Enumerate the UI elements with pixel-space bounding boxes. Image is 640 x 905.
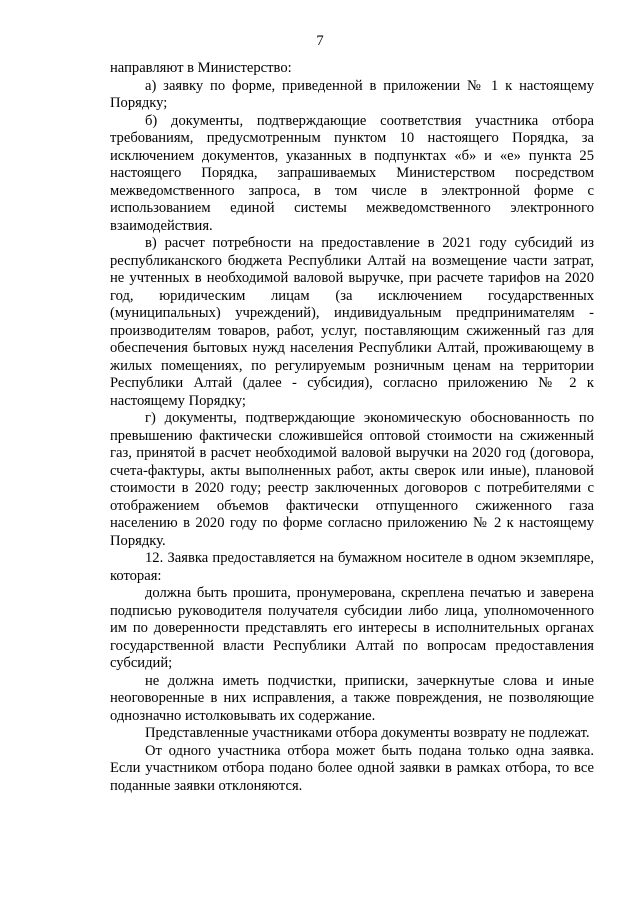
paragraph: От одного участника отбора может быть подана только одна заявка. Если участником отбора подано более одной заявки в рамках отбора, то все поданные заявки отклоняются. [110, 742, 594, 794]
paragraph: б) документы, подтверждающие соответствия участника отбора требованиям, предусмотренным пунктом 10 настоящего Порядка, за исключением документов, указанных в подпунктах «б» и «е» пункта 25 настоящего Порядка, запрашиваемых Министерством посредством межведомственного запроса, в том числе в электронной форме с использованием единой системы межведомственного электронного взаимодействия. [110, 112, 594, 234]
paragraph: а) заявку по форме, приведенной в приложении № 1 к настоящему Порядку; [110, 77, 594, 111]
paragraph: 12. Заявка предоставляется на бумажном носителе в одном экземпляре, которая: [110, 550, 594, 584]
paragraph: не должна иметь подчистки, приписки, зачеркнутые слова и иные неоговоренные в них исправления, а также повреждения, не позволяющие однозначно истолковывать их содержание. [110, 672, 594, 724]
paragraph: должна быть прошита, пронумерована, скреплена печатью и заверена подписью руководителя получателя субсидии либо лица, уполномоченного им по доверенности представлять его интересы в исполнительных органах государственной власти Республики Алтай по вопросам предоставления субсидий; [110, 585, 594, 671]
paragraph: г) документы, подтверждающие экономическую обоснованность по превышению фактически сложившейся оптовой стоимости на сжиженный газ, принятой в расчет необходимой валовой выручки на 2020 год (договора, счета-фактуры, акты выполненных работ, акты сверок или иные), плановой стоимости в 2020 году; реестр заключенных договоров с потребителями с отображением объемов фактически отпущенного сжиженного газа населению в 2020 году по форме согласно приложению № 2 к настоящему Порядку. [110, 410, 594, 549]
paragraph: направляют в Министерство: [110, 60, 292, 76]
paragraph: в) расчет потребности на предоставление в 2021 году субсидий из республиканского бюджета Республики Алтай на возмещение части затрат, не учтенных в необходимой валовой выручке, при расчете тарифов на 2020 год, юридическим лицам (за исключением государственных (муниципальных) учреждений), индивидуальным предпринимателям - производителям товаров, работ, услуг, поставляющим сжиженный газ для обеспечения бытовых нужд населения Республики Алтай, проживающему в жилых помещениях, по регулируемым розничным ценам на территории Республики Алтай (далее - субсидия), согласно приложению № 2 к настоящему Порядку; [110, 235, 594, 409]
paragraph: Представленные участниками отбора документы возврату не подлежат. [145, 725, 590, 741]
page-number: 7 [316, 33, 324, 49]
document-body [110, 60, 594, 795]
